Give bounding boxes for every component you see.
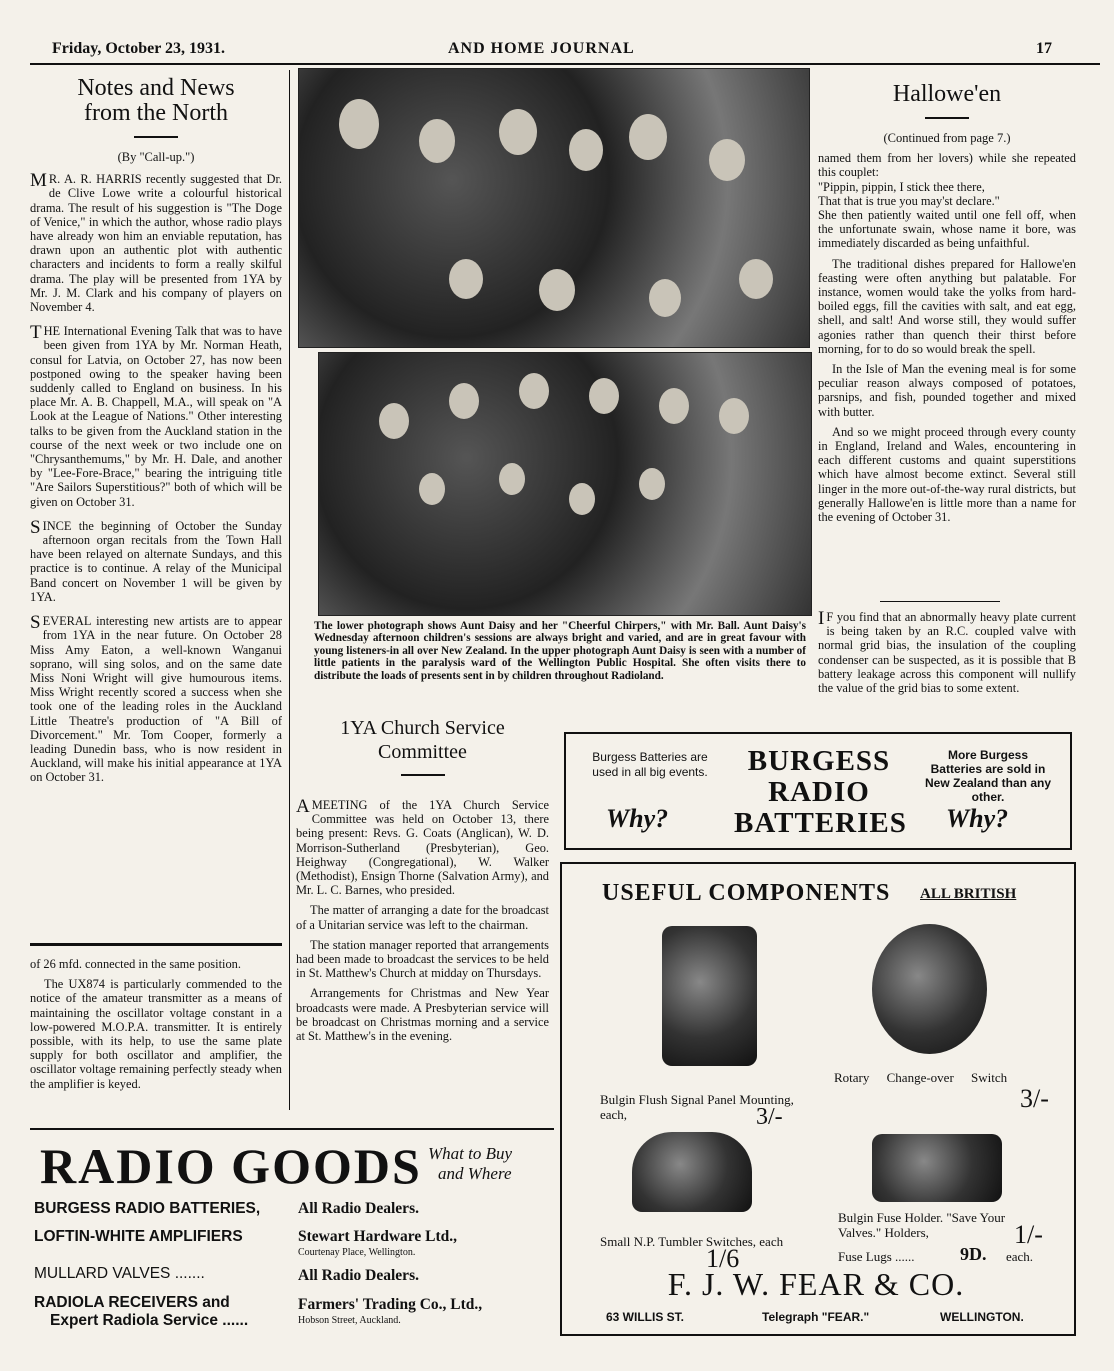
tumbler-switch-label: Small N.P. Tumbler Switches, each (600, 1234, 784, 1249)
burgess-right-text: More Burgess Batteries are sold in New Zealand than any other. (924, 748, 1052, 804)
burgess-brand: RADIO (768, 776, 870, 808)
ad-product: BURGESS RADIO BATTERIES, (34, 1200, 261, 1217)
changeover-switch-image (872, 924, 987, 1054)
page-number: 17 (1036, 40, 1052, 57)
ad-dealer-address: Courtenay Place, Wellington. (298, 1247, 416, 1258)
hospital-photo (298, 68, 810, 348)
church-article (296, 716, 549, 1049)
continued-article (30, 957, 282, 1097)
halloween-paragraph: named them from her lovers) while she repeated this couplet: (818, 151, 1076, 180)
fuse-lugs-suffix: each. (1006, 1249, 1034, 1264)
fuse-lugs-price: 9D. (960, 1244, 987, 1264)
article-separator (880, 601, 1000, 602)
burgess-ad (564, 732, 1072, 850)
burgess-brand: BURGESS (747, 745, 891, 777)
church-headline: 1YA Church Service Committee (340, 717, 505, 763)
valve-note: I F you find that an abnormally heavy plate current is being taken by an R.C. coupled valve with normal grid bias, the insulation of the coupling condenser can be suspected, as it is possible that B battery leakage across this component will nullify the value of the grid bias to some extent. (818, 608, 1076, 696)
halloween-headline: Hallowe'en (892, 81, 1002, 107)
burgess-brand: BATTERIES (734, 807, 907, 839)
ad-product: LOFTIN-WHITE AMPLIFIERS (34, 1228, 243, 1245)
radio-goods-tagline: and Where (438, 1164, 512, 1183)
issue-date: Friday, October 23, 1931. (52, 40, 226, 57)
radio-goods-title: RADIO GOODS (40, 1138, 422, 1194)
halloween-paragraph: The traditional dishes prepared for Hallowe'en feasting were often anything but palatable. For instance, women would take the yolks from hard-boiled eggs, fill the cavities with salt, and eat egg, shell, and salt! And worse still, they would suffer agonies rather than quench their thirst before morning, for to do so would break the spell. (818, 256, 1076, 356)
continued-note: (Continued from page 7.) (883, 131, 1011, 145)
notes-paragraph: M R. A. R. HARRIS recently suggested that Dr. de Clive Lowe write a colourful historical drama. The result of his suggestion is "The Doge of Venice," in which the author, whose radio plays have already won him an enviable reputation, has drawn upon an authentic plot with authentic characters and incidents to form a really skilful drama. The play will be presented from 1YA by Mr. J. M. Clark and his company of players on November 4. (30, 170, 282, 315)
components-ad (560, 862, 1076, 1336)
notes-paragraph: SEVERAL interesting new artists are to appear from 1YA in the near future. On October 28 Miss Amy Eaton, a well-known Wanganui soprano, will sing solos, and on the same date Miss Noni Wright will give humourous items. Miss Wright recently scored a success when she took one of the leading roles in the Auckland Little Theatre's production of "A Bill of Divorcement." Mr. Tom Cooper, formerly a leading Dunedin bass, who is now resident in Auckland, will make his initial appearance at 1YA on October 31. (30, 612, 282, 785)
halloween-article (818, 82, 1076, 530)
halloween-paragraph: And so we might proceed through every county in England, Ireland and Wales, encountering in each different customs and quaint superstitions which have almost become extinct. Several still linger in the more out-of-the-way rural districts, but generally Hallowe'en is little more than a name for the evening of October 31. (818, 424, 1076, 525)
ad-product: Expert Radiola Service ...... (50, 1312, 249, 1329)
notes-divider (134, 136, 178, 138)
notes-paragraph: SINCE the beginning of October the Sunday afternoon organ recitals from the Town Hall have been relayed on alternate Sundays, and this practice is to continue. A relay of the Municipal Band concert on November 1 will be given by 1YA. (30, 516, 282, 604)
halloween-paragraph: In the Isle of Man the evening meal is for some peculiar reason always composed of potatoes, parsnips, and fish, pounded together and mixed with butter. (818, 362, 1076, 419)
burgess-why-left: Why? (606, 804, 669, 833)
signal-panel-price: 3/- (756, 1104, 783, 1130)
notes-byline: (By "Call-up.") (117, 150, 195, 164)
journal-title: AND HOME JOURNAL (448, 40, 635, 57)
notes-article (30, 76, 282, 791)
company-city: WELLINGTON. (940, 1310, 1024, 1324)
continued-paragraph: The UX874 is particularly commended to the notice of the amateur transmitter as a means of maintaining the oscillator voltage constant in a low-powered M.O.P.A. transmitter. It is entirely possible, with its help, to use the same plate supply for both oscillator and amplifier, the oscillator voltage remaining perfectly steady when the amplifier is keyed. (30, 977, 282, 1091)
components-title: USEFUL COMPONENTS (602, 880, 891, 906)
fuse-holder-price: 1/- (1014, 1220, 1043, 1249)
signal-panel-label: Bulgin Flush Signal Panel Mounting, each, (600, 1092, 794, 1122)
ad-dealer: Farmers' Trading Co., Ltd., (298, 1296, 483, 1313)
ad-dealer: All Radio Dealers. (298, 1200, 419, 1217)
burgess-left-text: Burgess Batteries are used in all big events. (592, 750, 708, 779)
burgess-why-right: Why? (946, 804, 1009, 833)
chirpers-photo (318, 352, 812, 616)
company-name: F. J. W. FEAR & CO. (667, 1266, 965, 1302)
verse-line: That that is true you may'st declare." (818, 193, 1000, 208)
company-telegraph: Telegraph "FEAR." (762, 1310, 870, 1324)
tumbler-switch-image (632, 1132, 752, 1212)
fuse-lugs-label: Fuse Lugs ...... (838, 1249, 915, 1264)
halloween-paragraph: She then patiently waited until one fell off, when the unfortunate swain, whose name it bore, was immediately discarded as being unfaithful. (818, 208, 1076, 251)
notes-headline: Notes and News from the North (77, 75, 235, 126)
ad-product: MULLARD VALVES ....... (34, 1265, 205, 1282)
column-double-rule (30, 943, 282, 946)
ad-product: RADIOLA RECEIVERS and (34, 1294, 230, 1311)
ad-dealer: Stewart Hardware Ltd., (298, 1228, 457, 1245)
ad-dealer-address: Hobson Street, Auckland. (298, 1315, 401, 1326)
verse-line: "Pippin, pippin, I stick thee there, (818, 179, 985, 194)
notes-paragraph: THE International Evening Talk that was to have been given from 1YA by Mr. Norman Heath, consul for Latvia, on October 27, has now been postponed owing to the speaker having been suddenly called to England on business. In his place Mr. A. B. Chappell, M.A., will speak on "A Look at the League of Nations." Other interesting talks to be given from the Auckland station in the course of the next week or two include one on "Chrysanthemums," by Mr. H. Dale, and another by "Lee-Fore-Brace," bearing the intriguing title "Are Sailors Superstitious?" both of which will be given on October 31. (30, 322, 282, 509)
radio-goods-tagline: What to Buy (428, 1144, 513, 1163)
church-paragraph: AMEETING of the 1YA Church Service Committee was held on October 13, there being present: Revs. G. Coats (Anglican), W. D. Morrison-Sutherland (Presbyterian), Geo. Heighway (Congregational), W. Walker (Methodist), Ensign Thorne (Salvation Army), and Mr. L. C. Barnes, who presided. (296, 796, 549, 898)
ad-top-rule (30, 1128, 554, 1130)
components-subtitle: ALL BRITISH (920, 886, 1017, 902)
fuse-holder-label: Bulgin Fuse Holder. "Save Your Valves." Holders, (838, 1210, 1006, 1240)
church-divider (401, 774, 445, 776)
church-paragraph: The station manager reported that arrangements had been made to broadcast the services to be held in St. Matthew's Church at midday on Thursdays. (296, 937, 549, 981)
signal-panel-image (662, 926, 757, 1066)
changeover-switch-price: 3/- (1020, 1084, 1049, 1113)
company-address: 63 WILLIS ST. (606, 1310, 685, 1324)
tumbler-switch-price: 1/6 (706, 1244, 740, 1273)
continued-paragraph: of 26 mfd. connected in the same position. (30, 957, 241, 971)
church-paragraph: Arrangements for Christmas and New Year broadcasts were made. A Presbyterian service will be broadcast on Christmas morning and a service at St. Matthew's in the evening. (296, 986, 549, 1044)
church-paragraph: The matter of arranging a date for the broadcast of a Unitarian service was left to the chairman. (296, 903, 549, 932)
fuse-holder-image (872, 1134, 1002, 1202)
photo-caption: The lower photograph shows Aunt Daisy and her "Cheerful Chirpers," with Mr. Ball. Aunt Daisy's Wednesday afternoon children's sessions are always bright and varied, and are in great favour with young listeners-in all over New Zealand. In the upper photograph Aunt Daisy is seen with a number of little patients in the paralysis ward of the Wellington Public Hospital. She often visits there to distribute the loads of presents sent in by children throughout Radioland. (314, 620, 806, 682)
column-divider (289, 70, 290, 1110)
ad-dealer: All Radio Dealers. (298, 1267, 419, 1284)
halloween-divider (925, 117, 969, 119)
header-rule (30, 63, 1100, 65)
changeover-switch-label: Rotary Change-over Switch (834, 1070, 1008, 1085)
